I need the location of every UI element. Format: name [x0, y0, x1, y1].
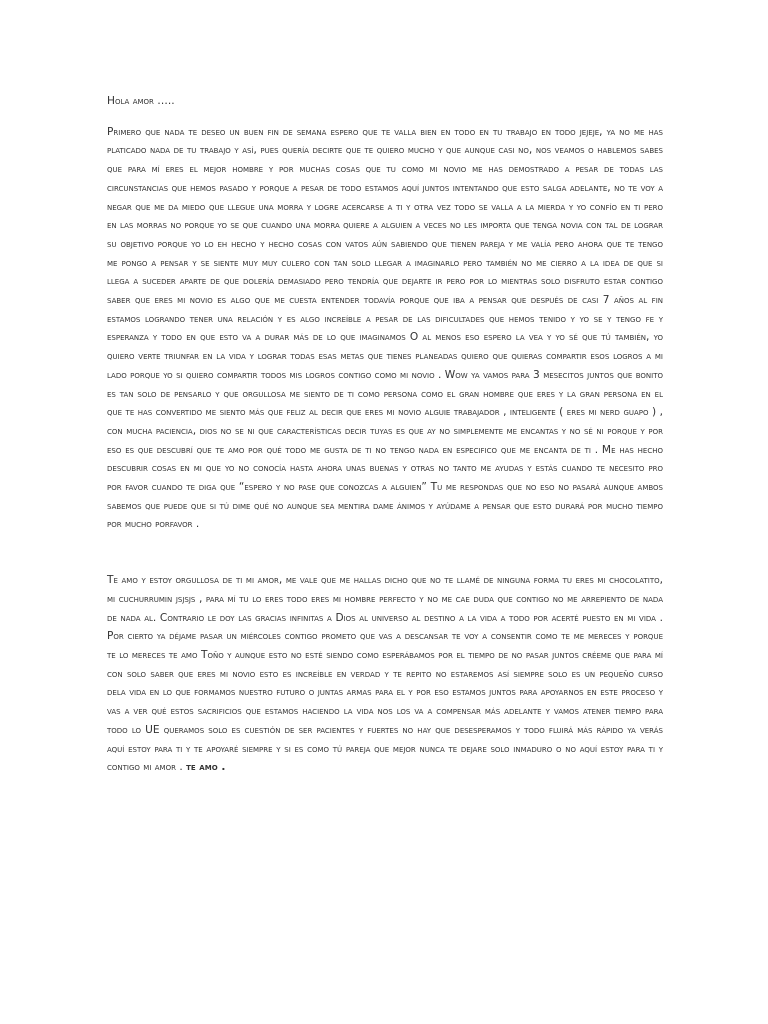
letter-paragraph-1: Primero que nada te deseo un buen fin de semana espero que te valla bien en todo en tu trabajo en todo jejeje, ya no me has platicado nada de tu trabajo y así, pues quería decirte que te quiero mucho y que aunque casi no, nos veamos o hablemos sabes que para mí eres el mejor hombre y por muchas cosas que tu como mi novio me has demostrado a pesar de todas las circunstancias que hemos pasado y porque a pesar de todo estamos aquí juntos intentando que esto salga adelante, no te voy a negar que me da miedo que llegue una morra y logre acercarse a ti y otra vez todo se valla a la mierda y yo confío en ti pero en las morras no porque yo se que cuando una morra quiere a alguien a veces no les importa que tenga novia con tal de lograr su objetivo porque yo lo eh hecho y hecho cosas con vatos aún sabiendo que tienen pareja y me valía pero ahora que te tengo me pongo a pensar y se siente muy muy culero con tan solo llegar a imaginarlo pero también no me cierro a la idea de que si llega a suceder aparte de que dolería demasiado pero tendría que dejarte ir pero por lo mientras solo disfruto estar contigo saber que eres mi novio es algo que me cuesta entender todavía porque que iba a pensar que después de casi 7 años al fin estamos logrando tener una relación y es algo increíble a pesar de las dificultades que hemos tenido y yo se y tengo fe y esperanza y todo en que esto va a durar más de lo que imaginamos O al menos eso espero la vea y yo sé que tú también, yo quiero verte triunfar en la vida y lograr todas esas metas que tienes planeadas quiero que quieras compartir esos logros a mi lado porque yo si quiero compartir todos mis logros contigo como mi novio . Wow ya vamos para 3 mesecitos juntos que bonito es tan solo de pensarlo y que orgullosa me siento de ti como persona como el gran hombre que eres y la gran persona en el que te has convertido me siento más que feliz al decir que eres mi novio alguie trabajador , inteligente ( eres mi nerd guapo ) , con mucha paciencia, dios no se ni que características decir tuyas es que ay no simplemente me encantas y no sé ni porque y por eso es que descubrí que te amo por qué todo me gusta de ti no tengo nada en especifico que me encanta de ti . Me has hecho descubrir cosas en mi que yo no conocía hasta ahora unas buenas y otras no tanto me ayudas y estás cuando te necesito pro por favor cuando te diga que “espero y no pase que conozcas a alguien” Tu me respondas que no eso no pasará aunque ambos sabemos que puede que si tú dime qué no aunque sea mentira dame ánimos y ayúdame a pensar que esto durará por mucho tiempo por mucho porfavor . — [107, 125, 663, 531]
greeting-line: Hola amor ….. — [107, 95, 175, 107]
letter-page — [107, 92, 663, 777]
paragraph-2-text: Te amo y estoy orgullosa de ti mi amor, me vale que me hallas dicho que no te llamé de ninguna forma tu eres mi chocolatito, mi cuchurrumin jsjsjs , para mí tu lo eres todo eres mi hombre perfecto y no me cae duda que contigo no me arrepiento de nada de nada al. Contrario le doy las gracias infinitas a Dios al universo al destino a la vida a todo por acerté puesto en mi vida . Por cierto ya déjame pasar un miércoles contigo prometo que vas a descansar te voy a consentir como te me mereces y porque te lo mereces te amo Toño y aunque esto no esté siendo como esperábamos por el tiempo de no pasar juntos créeme que para mí con solo saber que eres mi novio esto es increíble en verdad y te repito no estaremos así siempre solo es un pequeño curso dela vida en lo que formamos nuestro futuro o juntas armas para el y por eso estamos juntos para apoyarnos en este proceso y vas a ver qué estos sacrificios que estamos haciendo la vida nos los va a compensar más adelante y vamos atener tiempo para todo lo UE queramos solo es cuestión de ser pacientes y fuertes no hay que desesperamos y todo fluirá más rápido ya verás aquí estoy para ti y te apoyaré siempre y si es como tú pareja que mejor nunca te dejare solo inmaduro o no aquí estoy para ti y contigo mi amor . — [107, 574, 663, 774]
closing-te-amo: te amo . — [186, 761, 226, 774]
letter-paragraph-2 — [107, 571, 663, 777]
